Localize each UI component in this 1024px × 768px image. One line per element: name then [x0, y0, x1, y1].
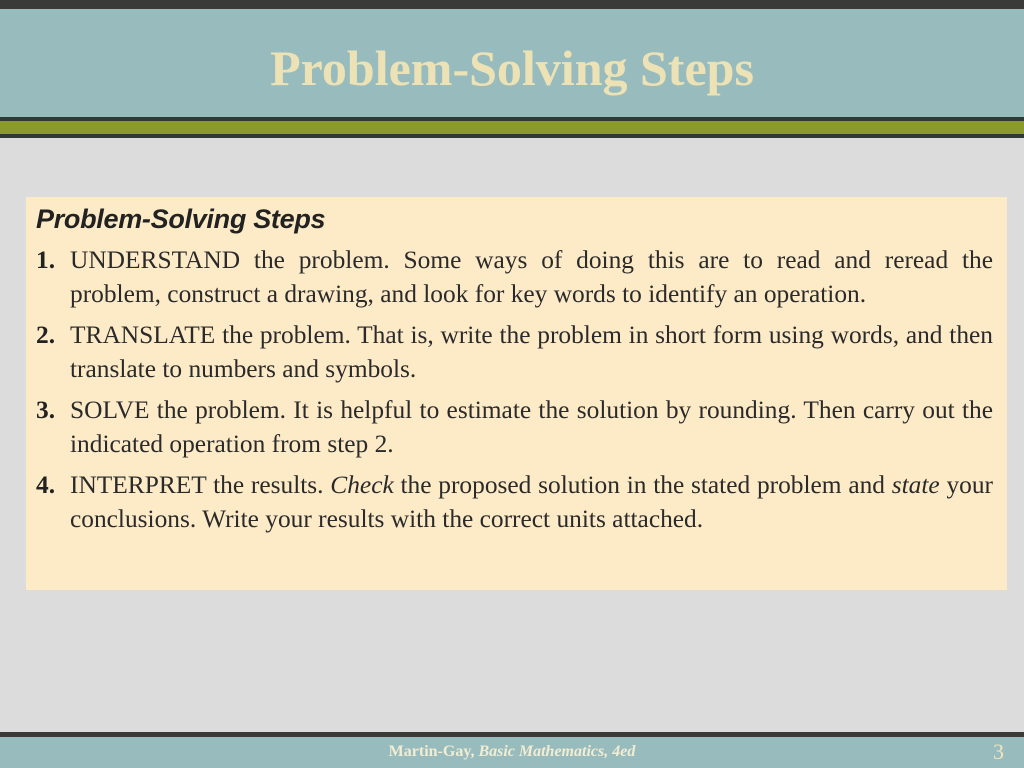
step-number: 2. [36, 321, 56, 349]
header-rule-bottom [0, 134, 1024, 138]
step-number: 3. [36, 396, 56, 424]
box-heading: Problem-Solving Steps [36, 204, 326, 234]
step-number: 4. [36, 471, 56, 499]
step-item [36, 468, 993, 536]
footer-book: Basic Mathematics, 4ed [478, 743, 636, 760]
step-item [36, 318, 993, 386]
step-number: 1. [36, 246, 56, 274]
footer-author: Martin-Gay, [388, 743, 479, 760]
step-text-segment: the proposed solution in the stated problem and [393, 471, 892, 499]
step-text-segment: TRANSLATE the problem. That is, write the problem in short form using words, and then translate to numbers and symbols. [70, 321, 993, 383]
step-text-segment: SOLVE the problem. It is helpful to estimate the solution by rounding. Then carry out the indicated operation from step 2. [70, 396, 993, 458]
step-text [70, 468, 993, 536]
problem-solving-box [26, 197, 1007, 590]
footer-citation [0, 737, 1024, 766]
step-text-segment: INTERPRET the results. [70, 471, 331, 499]
step-text-segment: UNDERSTAND the problem. Some ways of doing this are to read and reread the problem, construct a drawing, and look for key words to identify an operation. [70, 246, 993, 308]
steps-list [36, 243, 993, 536]
step-item [36, 393, 993, 461]
step-emphasis: Check [330, 471, 394, 499]
page-number: 3 [993, 739, 1004, 764]
step-text [70, 243, 993, 311]
slide-footer [0, 737, 1024, 768]
step-emphasis: state [891, 471, 940, 499]
step-text [70, 318, 993, 386]
step-text-segment: your conclusions. Write your results with the correct units attached. [70, 471, 993, 533]
step-item [36, 243, 993, 311]
slide-title: Problem-Solving Steps [270, 40, 754, 96]
top-border [0, 0, 1024, 9]
header-rule-green [0, 121, 1024, 134]
step-text [70, 393, 993, 461]
